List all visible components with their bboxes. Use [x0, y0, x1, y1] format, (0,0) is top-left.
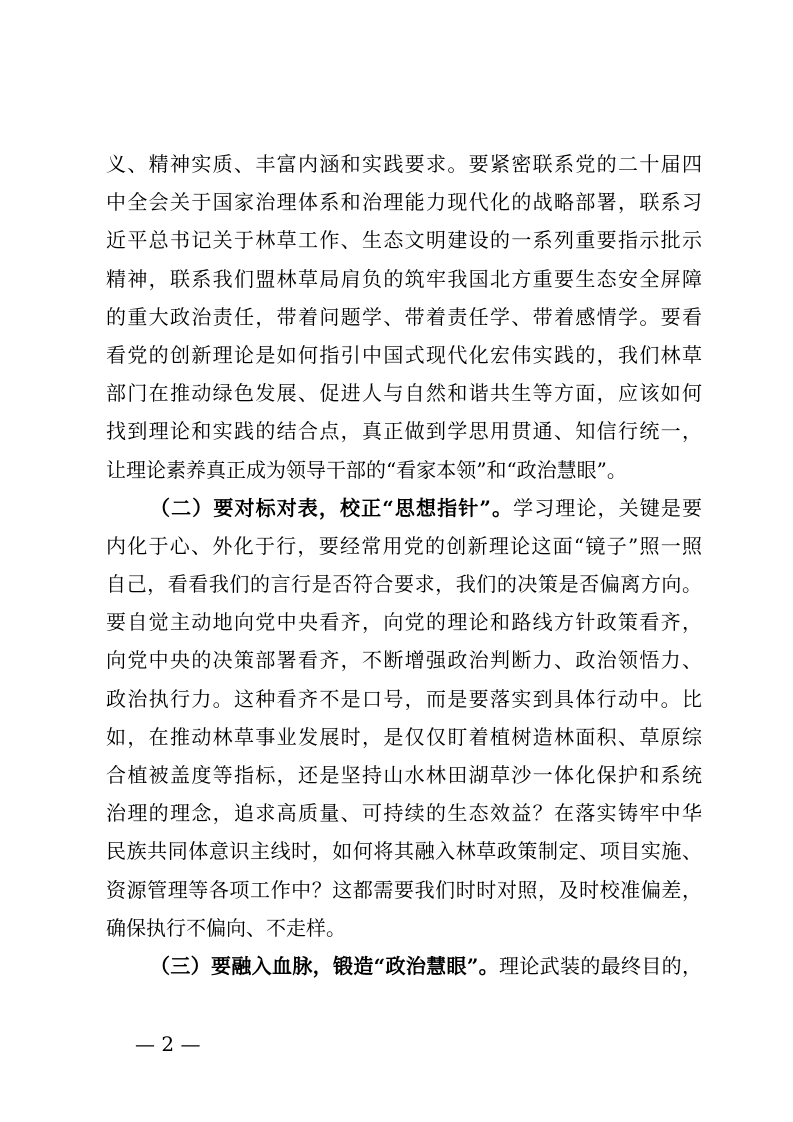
- text-line: 政治执行力。这种看齐不是口号，而是要落实到具体行动中。比: [106, 686, 702, 711]
- text-line: 中全会关于国家治理体系和治理能力现代化的战略部署，联系习: [106, 190, 702, 215]
- section-heading: （二）要对标对表，校正“思想指针”。: [150, 495, 514, 520]
- text-line: 找到理论和实践的结合点，真正做到学思用贯通、知信行统一，: [106, 419, 702, 444]
- text-line: 民族共同体意识主线时，如何将其融入林草政策制定、项目实施、: [106, 839, 702, 864]
- text-line: 合植被盖度等指标，还是坚持山水林田湖草沙一体化保护和系统: [106, 763, 702, 787]
- text-line: 让理论素养真正成为领导干部的“看家本领”和“政治慧眼”。: [106, 457, 627, 482]
- text-line: 部门在推动绿色发展、促进人与自然和谐共生等方面，应该如何: [106, 381, 702, 406]
- text-line: 的重大政治责任，带着问题学、带着责任学、带着感情学。要看: [106, 304, 702, 329]
- text-line: 确保执行不偏向、不走样。: [106, 915, 346, 940]
- text-line: 精神，联系我们盟林草局肩负的筑牢我国北方重要生态安全屏障: [106, 266, 702, 291]
- text-line: 看党的创新理论是如何指引中国式现代化宏伟实践的，我们林草: [106, 342, 702, 367]
- text-line: 向党中央的决策部署看齐，不断增强政治判断力、政治领悟力、: [106, 648, 702, 673]
- page-number: — 2 —: [135, 1032, 201, 1056]
- text-line: 自己，看看我们的言行是否符合要求，我们的决策是否偏离方向。: [106, 572, 702, 597]
- text-run: 理论武装的最终目的，: [499, 953, 702, 978]
- section-heading: （三）要融入血脉，锻造“政治慧眼”。: [150, 953, 499, 978]
- paragraph-first-line: [106, 489, 702, 527]
- text-run: 学习理论，关键是要: [513, 495, 702, 520]
- text-line: 义、精神实质、丰富内涵和实践要求。要紧密联系党的二十届四: [106, 152, 702, 176]
- text-line: 要自觉主动地向党中央看齐，向党的理论和路线方针政策看齐，: [106, 610, 702, 635]
- text-line: 内化于心、外化于行，要经常用党的创新理论这面“镜子”照一照: [106, 533, 702, 558]
- text-line: 如，在推动林草事业发展时，是仅仅盯着植树造林面积、草原综: [106, 724, 702, 749]
- text-line: 治理的理念，追求高质量、可持续的生态效益？在落实铸牢中华: [106, 801, 702, 826]
- text-line: 资源管理等各项工作中？这都需要我们时时对照，及时校准偏差，: [106, 877, 702, 902]
- paragraph-first-line: [106, 947, 702, 985]
- body-text: [106, 145, 702, 985]
- text-line: 近平总书记关于林草工作、生态文明建设的一系列重要指示批示: [106, 228, 702, 253]
